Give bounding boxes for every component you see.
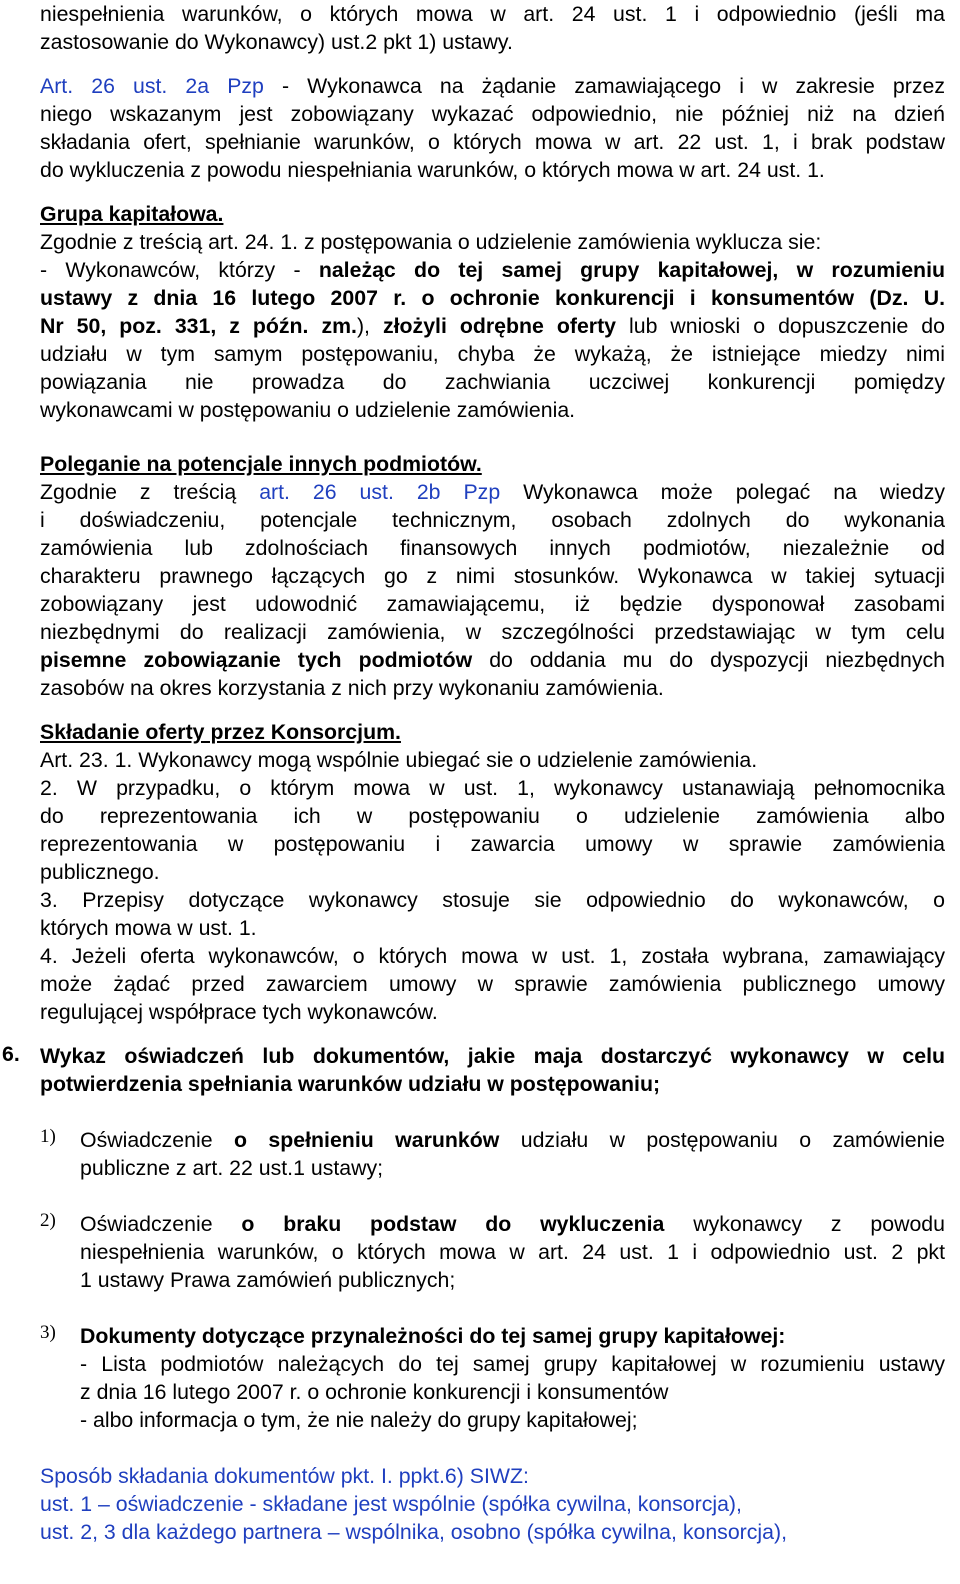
- text-line: reprezentowania w postępowaniu i zawarcia umowy w sprawie zamówienia: [40, 832, 945, 856]
- section-6-title: Wykaz oświadczeń lub dokumentów, jakie maja dostarczyć wykonawcy w celu: [40, 1044, 945, 1068]
- list-item: 1) Oświadczenie o spełnieniu warunków udziału w postępowaniu o zamówienie publiczne z art. 22 ust.1 ustawy;: [40, 1126, 945, 1180]
- text-line: Art. 23. 1. Wykonawcy mogą wspólnie ubiegać sie o udzielenie zamówienia.: [40, 748, 758, 772]
- text-line: zastosowanie do Wykonawcy) ust.2 pkt 1) ustawy.: [40, 30, 513, 54]
- text-line: do wykluczenia z powodu niespełniania warunków, o których mowa w art. 24 ust. 1.: [40, 158, 825, 182]
- law-reference: art. 26 ust. 2b Pzp: [259, 480, 501, 504]
- text-line: charakteru prawnego łączących go z nimi stosunków. Wykonawca w takiej sytuacji: [40, 564, 945, 588]
- text-line: składania ofert, spełnianie warunków, o których mowa w art. 22 ust. 1, i brak podstaw: [40, 130, 945, 154]
- section-number: 6.: [2, 1042, 20, 1066]
- text-line: pisemne zobowiązanie tych podmiotów do oddania mu do dyspozycji niezbędnych: [40, 648, 946, 672]
- text-line: regulującej współprace tych wykonawców.: [40, 1000, 438, 1024]
- text-line: zamówienia lub zdolnościach finansowych innych podmiotów, niezależnie od: [40, 536, 945, 560]
- text-line: ustawy z dnia 16 lutego 2007 r. o ochronie konkurencji i konsumentów (Dz. U.: [40, 286, 945, 310]
- text-line: do reprezentowania ich w postępowaniu o udzielenie zamówienia albo: [40, 804, 945, 828]
- text-line: 4. Jeżeli oferta wykonawców, o których mowa w ust. 1, została wybrana, zamawiający: [40, 944, 945, 968]
- text-line: zasobów na okres korzystania z nich przy wykonaniu zamówienia.: [40, 676, 664, 700]
- text-line: ust. 2, 3 dla każdego partnera – wspólnika, osobno (spółka cywilna, konsorcja),: [40, 1520, 787, 1544]
- list-item-number: 1): [40, 1126, 56, 1147]
- list-item: 2) Oświadczenie o braku podstaw do wykluczenia wykonawcy z powodu niespełnienia warunków, o których mowa w art. 24 ust. 1 i odpowiednio ust. 2 pkt 1 ustawy Prawa zamówień publicznych;: [40, 1210, 945, 1292]
- list-item-number: 3): [40, 1322, 56, 1343]
- text-line: i doświadczeniu, potencjale technicznym, osobach zdolnych do wykonania: [40, 508, 945, 532]
- text-line: Zgodnie z treścią art. 26 ust. 2b Pzp Wykonawca może polegać na wiedzy: [40, 480, 946, 504]
- section-6-title: potwierdzenia spełniania warunków udziału w postępowaniu;: [40, 1072, 661, 1096]
- section-heading-poleganie: Poleganie na potencjale innych podmiotów.: [40, 452, 482, 476]
- text-line: Art. 26 ust. 2a Pzp - Wykonawca na żądanie zamawiającego i w zakresie przez: [40, 74, 945, 98]
- section-6: [2, 1042, 945, 1098]
- text-line: niespełnienia warunków, o których mowa w art. 24 ust. 1 i odpowiednio (jeśli ma: [40, 2, 945, 26]
- document-page: [2, 0, 946, 1546]
- section-heading-konsorcjum: Składanie oferty przez Konsorcjum.: [40, 720, 401, 744]
- text-line: Nr 50, poz. 331, z późn. zm.), złożyli odrębne oferty lub wnioski o dopuszczenie do: [40, 314, 945, 338]
- text-line: ust. 1 – oświadczenie - składane jest wspólnie (spółka cywilna, konsorcja),: [40, 1492, 742, 1516]
- text-line: niezbędnymi do realizacji zamówienia, w szczególności przedstawiając w tym celu: [40, 620, 945, 644]
- text-line: powiązania nie prowadza do zachwiania uczciwej konkurencji pomiędzy: [40, 370, 945, 394]
- text-line: niego wskazanym jest zobowiązany wykazać odpowiednio, nie później niż na dzień: [40, 102, 945, 126]
- text-line: udziału w tym samym postępowaniu, chyba że wykażą, że istniejące miedzy nimi: [40, 342, 945, 366]
- law-reference: Art. 26 ust. 2a Pzp: [40, 74, 264, 98]
- text-line: wykonawcami w postępowaniu o udzielenie zamówienia.: [40, 398, 576, 422]
- list-item: 3) Dokumenty dotyczące przynależności do tej samej grupy kapitałowej: - Lista podmiotów należących do tej samej grupy kapitałowej w rozumieniu ustawy z dnia 16 lutego 2007 r. o ochronie konkurencji i konsumentów - albo informacja o tym, że nie należy do grupy kapitałowej;: [40, 1322, 945, 1432]
- text-line: których mowa w ust. 1.: [40, 916, 257, 940]
- text-line: może żądać przed zawarciem umowy w sprawie zamówienia publicznego umowy: [40, 972, 945, 996]
- text-line: Sposób składania dokumentów pkt. I. ppkt.6) SIWZ:: [40, 1464, 529, 1488]
- text-line: 2. W przypadku, o którym mowa w ust. 1, wykonawcy ustanawiają pełnomocnika: [40, 776, 945, 800]
- text-line: zobowiązany jest udowodnić zamawiającemu, iż będzie dysponował zasobami: [40, 592, 945, 616]
- section-heading-grupa: Grupa kapitałowa.: [40, 202, 224, 226]
- text-line: publicznego.: [40, 860, 160, 884]
- list-item-number: 2): [40, 1210, 56, 1231]
- text-line: Zgodnie z treścią art. 24. 1. z postępowania o udzielenie zamówienia wyklucza sie:: [40, 230, 822, 254]
- text-line: - Wykonawców, którzy - należąc do tej samej grupy kapitałowej, w rozumieniu: [40, 258, 945, 282]
- text-line: 3. Przepisy dotyczące wykonawcy stosuje sie odpowiednio do wykonawców, o: [40, 888, 945, 912]
